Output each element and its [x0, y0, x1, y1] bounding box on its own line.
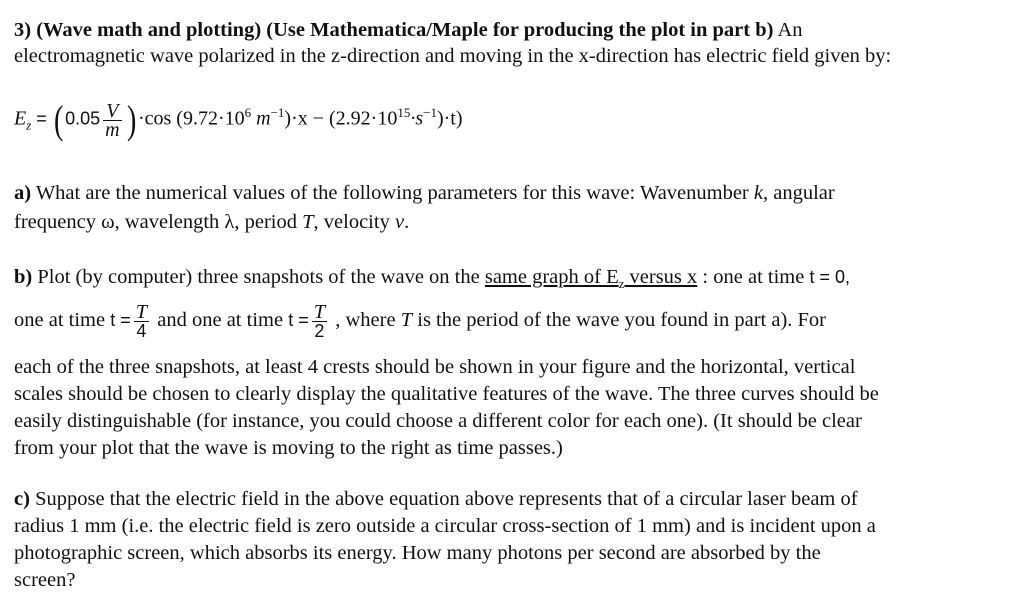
part-b-t-eq-1: t =: [110, 310, 131, 330]
part-a-label: a): [14, 182, 32, 204]
part-b-text-2c: , where: [330, 309, 401, 331]
part-b-text-2a: one at time: [14, 309, 111, 331]
eq-k-close: )·x: [284, 107, 308, 130]
part-a-text-1-end: , angular: [763, 182, 835, 204]
frac1-den: 4: [136, 320, 147, 341]
part-b-line-4: scales should be chosen to clearly display the qualitative features of the wave. The three curves should be: [14, 383, 879, 405]
part-b-line-5: easily distinguishable (for instance, you could choose a different color for each one). (It should be clear: [14, 410, 862, 432]
eq-paren-close: ): [126, 97, 136, 142]
part-b-T: T: [400, 309, 413, 331]
eq-k-exp: 6: [244, 104, 252, 120]
eq-amplitude: 0.05: [65, 108, 101, 129]
eq-unit-den: m: [105, 118, 120, 141]
eq-w-exp: 15: [397, 104, 411, 120]
part-a-line-2: [14, 210, 409, 234]
frac2-den: 2: [314, 320, 325, 341]
problem-title: (Wave math and plotting): [36, 19, 262, 41]
part-a-text-1: What are the numerical values of the following parameters for this wave: Wavenumber: [31, 182, 754, 204]
part-b-t0: t = 0,: [809, 267, 850, 287]
part-c-line-2: radius 1 mm (i.e. the electric field is zero outside a circular cross-section of 1 mm) and is incident upon a: [14, 515, 876, 537]
eq-equals: =: [36, 108, 47, 129]
frac1-num: T: [135, 300, 148, 323]
part-c-line-1: [14, 487, 858, 511]
eq-cos: ·cos: [137, 107, 172, 130]
eq-unit-num: V: [103, 102, 121, 121]
part-a-v: v: [394, 211, 405, 233]
part-b-frac-quarter: [134, 300, 149, 341]
problem-header-line-2: [14, 44, 891, 68]
part-a-text-2c: .: [404, 211, 410, 233]
eq-lhs-var: E: [14, 107, 27, 130]
part-b-underline-1: [484, 266, 625, 292]
part-b-text-2d: is the period of the wave you found in part a). For: [412, 309, 827, 331]
eq-lhs-sub: z: [26, 117, 32, 133]
problem-intro-start: An: [777, 19, 803, 41]
eq-w-unit-exp: −1: [423, 104, 437, 120]
part-b-line-1: [14, 265, 850, 292]
problem-number: 3): [14, 19, 32, 41]
part-b-underline-1-sub: z: [618, 276, 625, 292]
part-b-line-2: [14, 300, 826, 340]
eq-w-close: )·t): [436, 107, 463, 130]
part-b-t-eq-2: t =: [288, 310, 309, 330]
part-b-line-3: each of the three snapshots, at least 4 crests should be shown in your figure and the horizontal, vertical: [14, 356, 856, 378]
eq-w-value: (2.92·10: [329, 107, 398, 130]
eq-k-unit-exp: −1: [270, 104, 285, 120]
problem-intro-text: electromagnetic wave polarized in the z-direction and moving in the x-direction has electric field given by:: [14, 45, 892, 67]
part-a-k: k: [753, 182, 763, 204]
part-b-underline-2: versus x: [624, 266, 698, 288]
part-c-label: c): [14, 488, 30, 510]
part-c-line-4: screen?: [14, 569, 76, 591]
part-a-T: T: [302, 211, 314, 233]
part-b-text-1b: : one at time: [697, 266, 810, 288]
problem-instruction: (Use Mathematica/Maple for producing the plot in part b): [266, 19, 774, 41]
part-a-line-1: [14, 181, 835, 205]
eq-paren-open: (: [53, 97, 64, 142]
part-b-text-2b: and one at time: [152, 309, 289, 331]
part-c-line-3: photographic screen, which absorbs its energy. How many photons per second are absorbed by the: [14, 542, 821, 564]
part-b-line-6: from your plot that the wave is moving to the right as time passes.): [14, 437, 563, 459]
part-b-underline-1-text: same graph of E: [484, 266, 619, 288]
electric-field-equation: [14, 97, 463, 142]
eq-w-unit: ·s: [410, 107, 424, 130]
part-a-text-2a: frequency ω, wavelength λ, period: [14, 211, 303, 233]
eq-k-unit: m: [251, 107, 271, 130]
eq-k-value: (9.72·10: [176, 107, 245, 130]
part-b-text-1a: Plot (by computer) three snapshots of the wave on the: [32, 266, 485, 288]
eq-minus: −: [307, 107, 330, 130]
part-c-text-1: Suppose that the electric field in the above equation above represents that of a circular laser beam of: [29, 488, 858, 510]
frac2-num: T: [313, 300, 326, 323]
part-b-label: b): [14, 266, 33, 288]
part-b-frac-half: [312, 300, 327, 341]
part-a-text-2b: , velocity: [313, 211, 395, 233]
eq-unit-fraction: [103, 99, 121, 141]
problem-header-line-1: [14, 18, 803, 42]
